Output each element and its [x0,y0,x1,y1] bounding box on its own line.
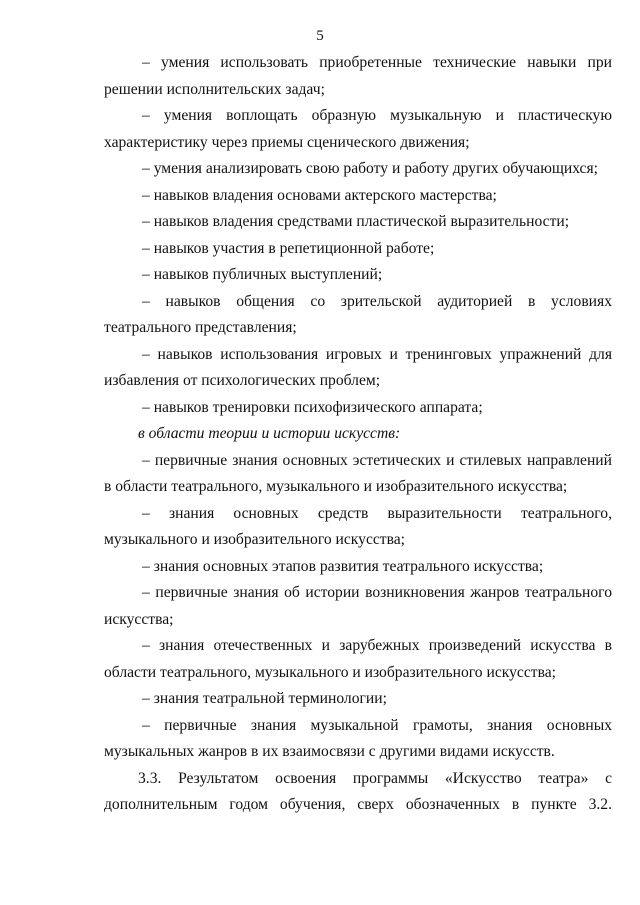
list-item: – первичные знания основных эстетических и стилевых направлений в области театрального, музыкального и изобразительного искусства; [104,451,612,495]
list-item: – знания отечественных и зарубежных произведений искусства в области театрального, музыкального и изобразительного искусства; [104,637,612,681]
list-item: – первичные знания об истории возникновения жанров театрального искусства; [104,584,612,628]
list-item: – навыков участия в репетиционной работе; [142,239,435,257]
list-item: – умения использовать приобретенные технические навыки при решении исполнительских задач; [104,54,612,98]
list-item: – навыков владения основами актерского мастерства; [142,186,497,204]
list-item: – навыков публичных выступлений; [142,266,383,283]
list-item: – знания театральной терминологии; [142,690,387,707]
list-item: – навыков владения средствами пластической выразительности; [142,213,570,230]
list-item: – умения анализировать свою работу и работу других обучающихся; [142,160,598,177]
list-item: – навыков тренировки психофизического аппарата; [142,398,483,416]
list-item: – навыков использования игровых и тренинговых упражнений для избавления от психологических проблем; [104,345,612,389]
numbered-paragraph: 3.3. Результатом освоения программы «Искусство театра» с дополнительным годом обучения, сверх обозначенных в пункте 3.2. [104,769,612,813]
section-heading: в области теории и истории искусств: [138,425,401,442]
list-item: – первичные знания музыкальной грамоты, знания основных музыкальных жанров в их взаимосвязи с другими видами искусств. [104,716,612,760]
list-item: – знания основных этапов развития театрального искусства; [142,557,544,575]
list-item: – навыков общения со зрительской аудиторией в условиях театрального представления; [104,292,612,336]
page-number: 5 [316,28,324,44]
document-body [104,50,612,819]
list-item: – знания основных средств выразительности театрального, музыкального и изобразительного искусства; [104,504,612,548]
list-item: – умения воплощать образную музыкальную и пластическую характеристику через приемы сценического движения; [104,107,612,151]
